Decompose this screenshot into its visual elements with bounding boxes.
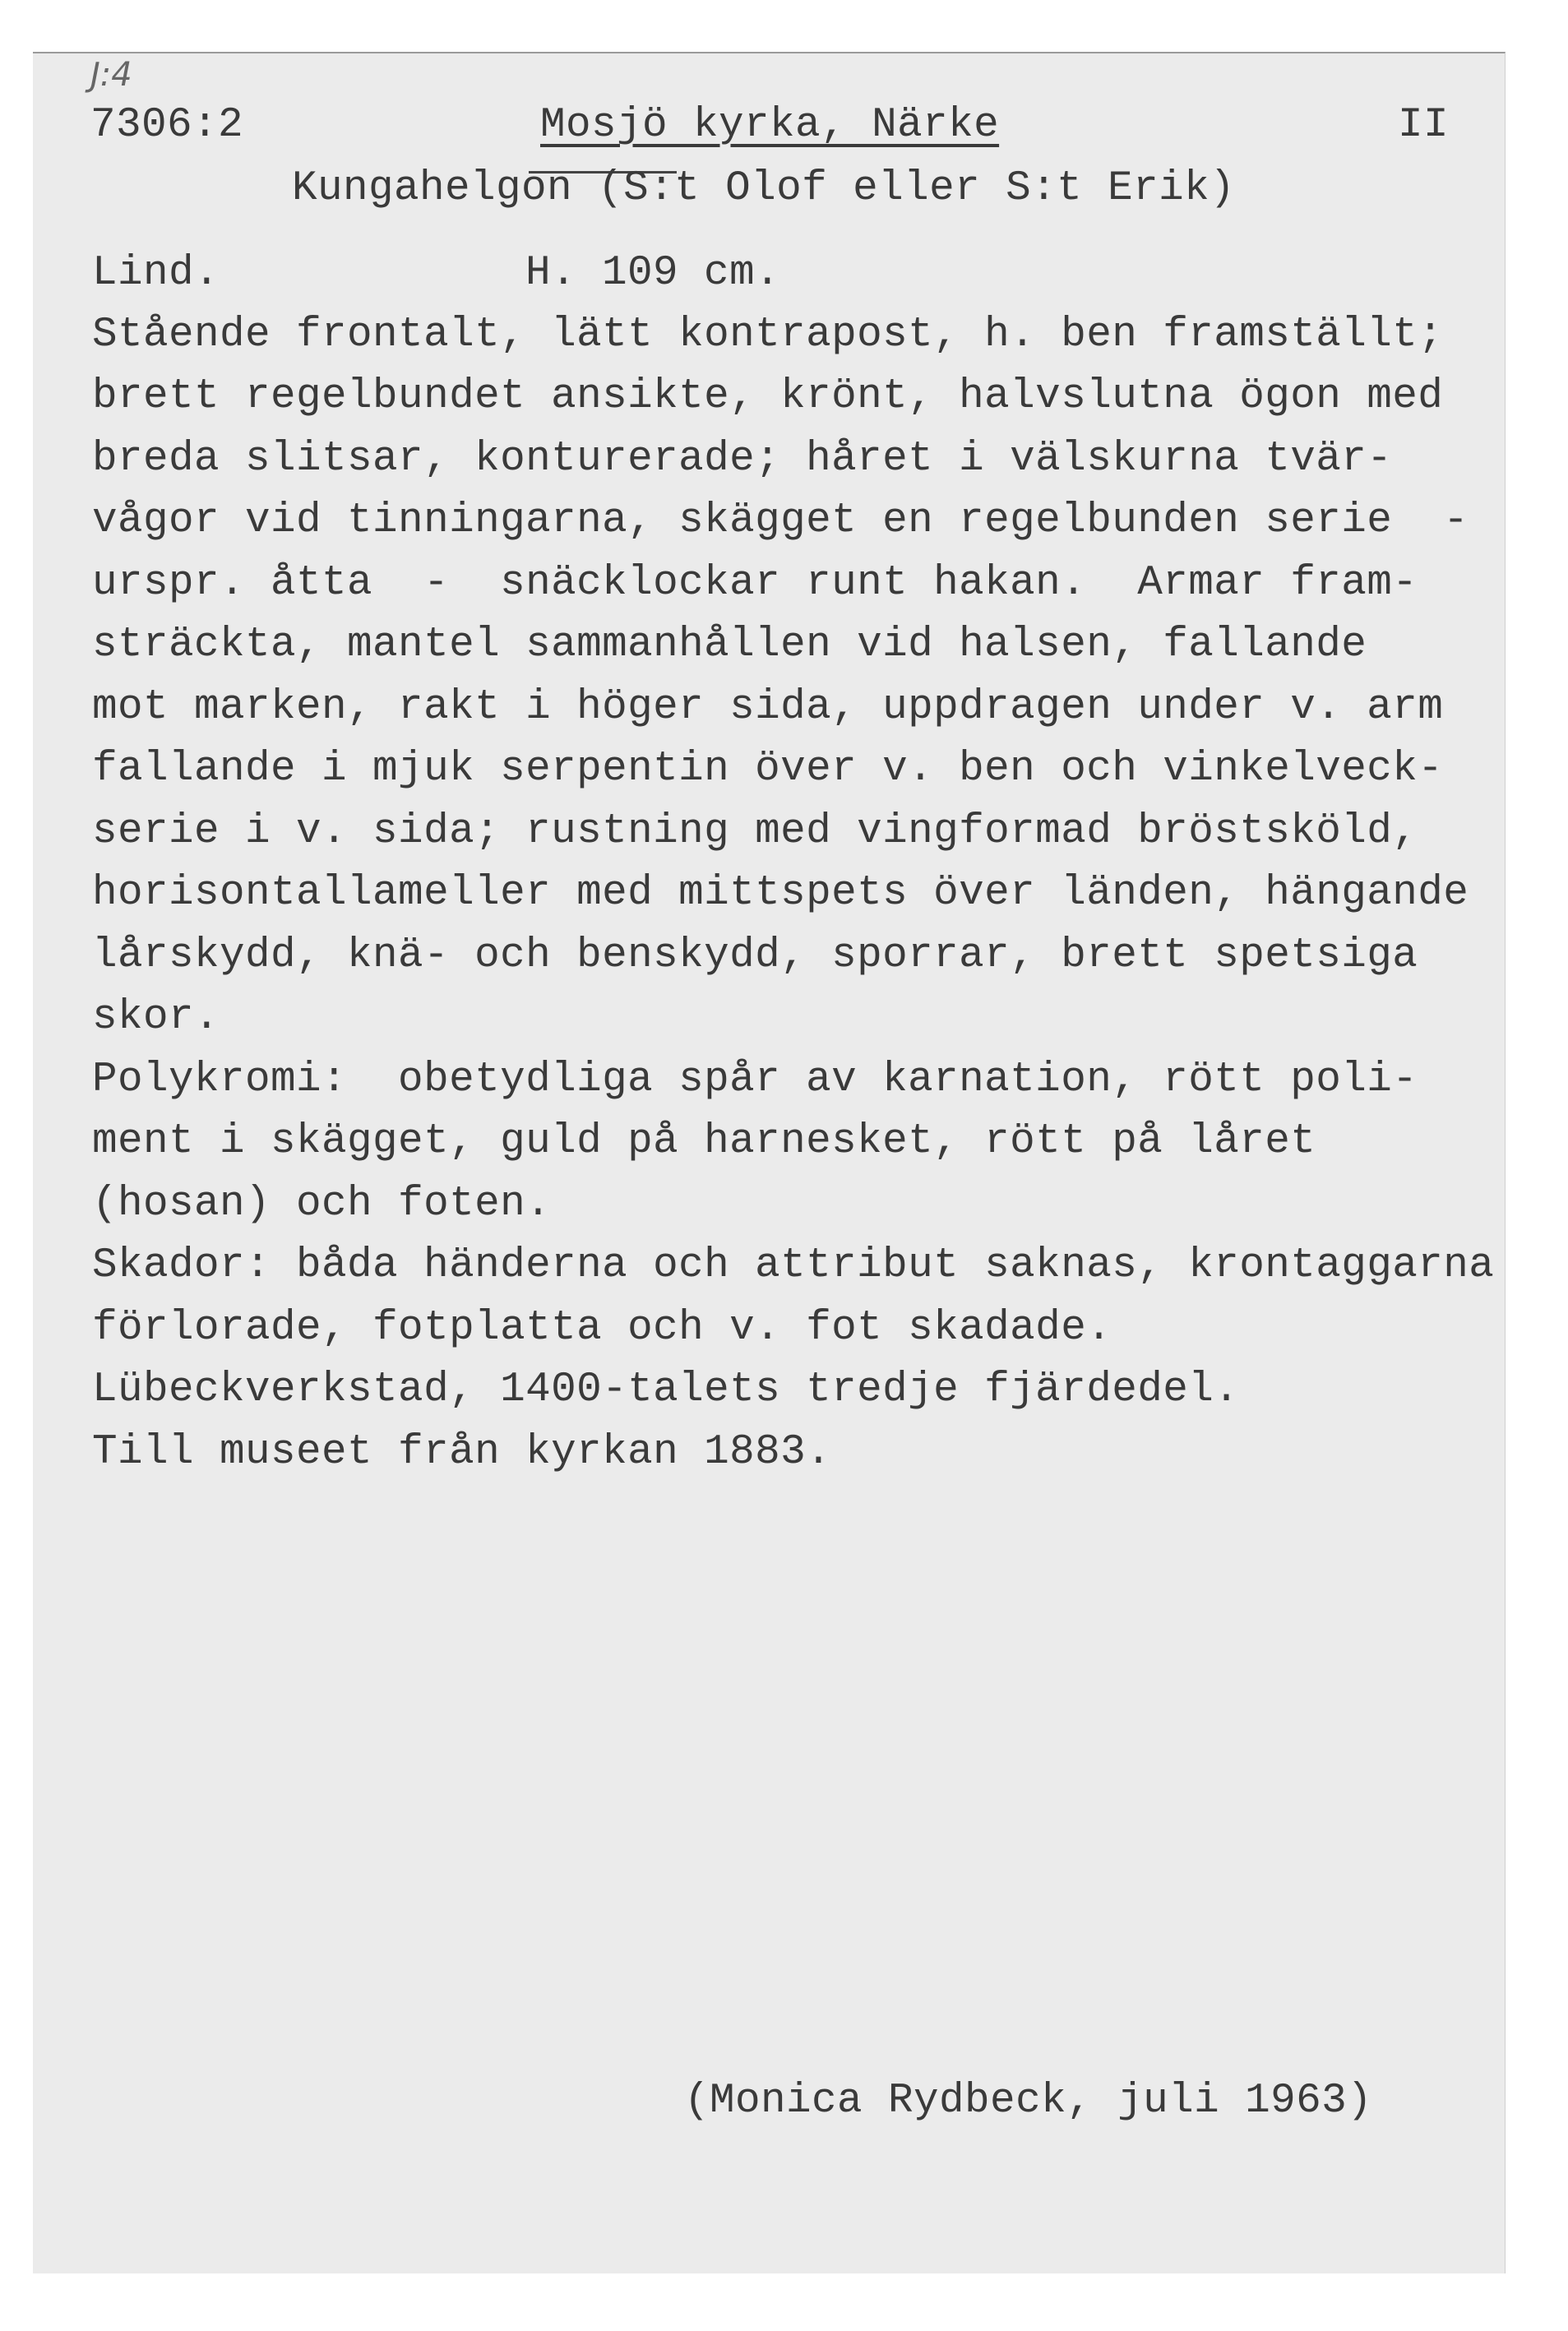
workshop-line: Lübeckverkstad, 1400-talets tredje fjärdedel.: [92, 1367, 1240, 1413]
signature: (Monica Rydbeck, juli 1963): [684, 2078, 1373, 2125]
body-line: urspr. åtta - snäcklockar runt hakan. Armar fram-: [92, 560, 1418, 607]
body-line: förlorade, fotplatta och v. fot skadade.: [92, 1305, 1112, 1352]
location-title: Mosjö kyrka, Närke: [540, 102, 1000, 149]
body-line: skor.: [92, 994, 220, 1041]
body-line: sträckta, mantel sammanhållen vid halsen, fallande: [92, 622, 1367, 668]
body-line: breda slitsar, konturerade; håret i välskurna tvär-: [92, 436, 1393, 483]
polychromy-line: Polykromi: obetydliga spår av karnation, rött poli-: [92, 1057, 1418, 1103]
volume-number: II: [1398, 102, 1450, 149]
body-line: vågor vid tinningarna, skägget en regelbunden serie -: [92, 497, 1469, 544]
material: Lind.: [92, 250, 220, 297]
body-line: ment i skägget, guld på harnesket, rött på låret: [92, 1118, 1316, 1165]
body-line: fallande i mjuk serpentin över v. ben och vinkelveck-: [92, 746, 1444, 793]
handwritten-note: J:4: [90, 56, 132, 94]
body-line: brett regelbundet ansikte, krönt, halvslutna ögon med: [92, 373, 1444, 420]
provenance-line: Till museet från kyrkan 1883.: [92, 1429, 832, 1476]
subject: Kungahelgon (S:t Olof eller S:t Erik): [292, 165, 1236, 212]
body-line: lårskydd, knä- och benskydd, sporrar, brett spetsiga: [92, 932, 1418, 979]
damage-line: Skador: båda händerna och attribut saknas, krontaggarna: [92, 1242, 1495, 1289]
body-line: Stående frontalt, lätt kontrapost, h. ben framställt;: [92, 312, 1444, 358]
height: H. 109 cm.: [525, 250, 781, 297]
body-line: (hosan) och foten.: [92, 1181, 552, 1228]
body-line: mot marken, rakt i höger sida, uppdragen under v. arm: [92, 684, 1444, 731]
body-line: serie i v. sida; rustning med vingformad bröstsköld,: [92, 808, 1418, 855]
catalog-number: 7306:2: [90, 102, 244, 149]
body-line: horisontallameller med mittspets över länden, hängande: [92, 870, 1469, 917]
